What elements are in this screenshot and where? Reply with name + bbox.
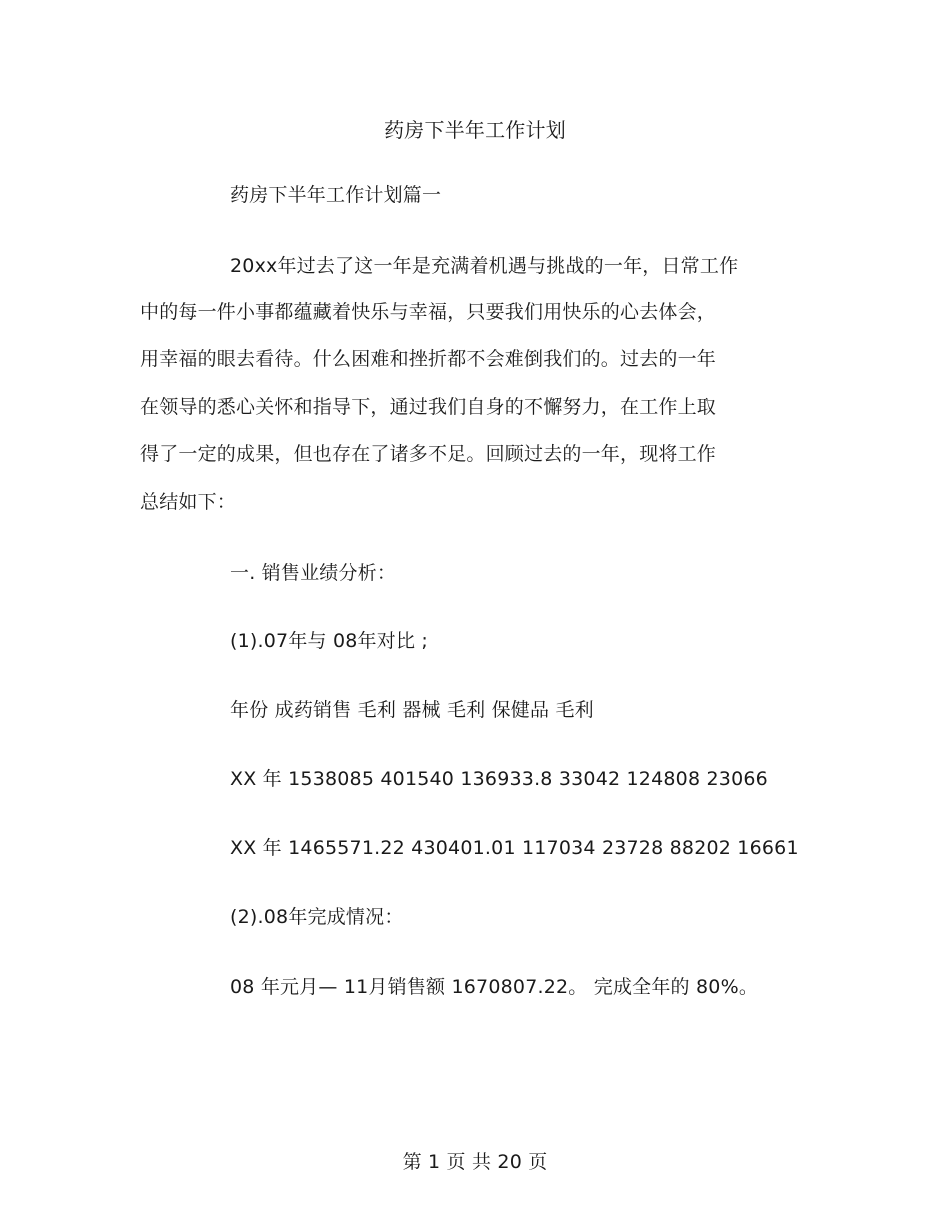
summary-line: 08 年元月— 11月销售额 1670807.22。 完成全年的 80%。 [230, 976, 759, 998]
document-title: 药房下半年工作计划 [384, 118, 566, 142]
document-subtitle: 药房下半年工作计划篇一 [230, 184, 442, 206]
table-row: XX 年 1538085 401540 136933.8 33042 124808 23066 [230, 768, 768, 790]
table-header: 年份 成药销售 毛利 器械 毛利 保健品 毛利 [230, 699, 594, 721]
paragraph-line: 中的每一件小事都蕴藏着快乐与幸福，只要我们用快乐的心去体会， [140, 301, 717, 323]
page-indicator: 第 1 页 共 20 页 [402, 1151, 548, 1173]
paragraph-line: 总结如下： [140, 491, 237, 513]
section-heading: 一. 销售业绩分析： [230, 562, 397, 584]
paragraph-line: 用幸福的眼去看待。什么困难和挫折都不会难倒我们的。过去的一年 [140, 348, 717, 370]
subsection-heading: (1).07年与 08年对比 ; [230, 630, 428, 652]
paragraph-line: 得了一定的成果，但也存在了诸多不足。回顾过去的一年，现将工作 [140, 443, 717, 465]
paragraph-line: 在领导的悉心关怀和指导下，通过我们自身的不懈努力，在工作上取 [140, 396, 717, 418]
table-row: XX 年 1465571.22 430401.01 117034 23728 88202 16661 [230, 837, 799, 859]
paragraph-line: 20xx年过去了这一年是充满着机遇与挑战的一年，日常工作 [230, 255, 739, 277]
subsection-heading: (2).08年完成情况： [230, 906, 404, 928]
